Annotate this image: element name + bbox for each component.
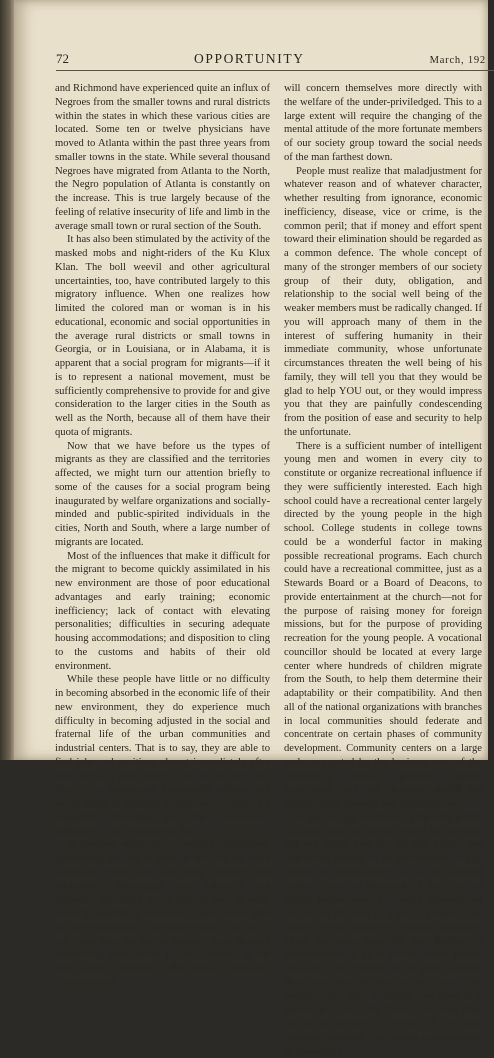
issue-date: March, 192 [429, 55, 486, 66]
paragraph: People must realize that maladjustment for whatever reason and of whatever character, whether resulting from ignorance, economic inefficiency, disease, vice or crime, is the common peril; that if money and effort spent toward their elimination should be regarded as a common defence. The whole concept of many of the stronger members of our society group of their duty, obligation, and relationship to the social well being of the weaker members must be radically changed. If you will approach many of them in the interest of suffering humanity in their immediate community, whose unfortunate circumstances threaten the well being of his family, they will tell you that they would be glad to help YOU out, or they would impress you that they are painfully condescending from the position of ease and security to help the unfortunate. [284, 165, 482, 438]
right-column [284, 82, 482, 1057]
left-column [55, 82, 270, 990]
running-title: OPPORTUNITY [194, 51, 305, 66]
paragraph: There is a sufficient number of intelligent young men and women in every city to constitute or organize recreational influence if they were sufficiently interested. Each high school could have a recreational center largely directed by the young people in the high school. College students in college towns could be a wonderful factor in making possible recreational programs. Each church could have a recreational committee, just as a Stewards Board or a Board of Deacons, to provide entertainment at the church—not for the purpose of raising money for foreign missions, but for the purpose of providing recreation for the young people. A vocational councillor should be located at every large center where hundreds of children migrate from the South, to help them determine their adaptability or their compatibility. And then all of the national organizations with branches in local communities should federate and concentrate on certain phases of community development. Community centers on a large scale, supported by the business men of the community, should provide capable supervisors, and the churches should get together their finances and employ nurses. [284, 440, 482, 809]
header-rule [56, 70, 494, 71]
paragraph: While these people have little or no difficulty in becoming absorbed in the economic life of their new environment, they do experience much difficulty in becoming adjusted in the social and fraternal life of the urban communities and industrial centers. That is to say, they are able to find jobs and positions almost immediately after they arrive, if they desire to do so; but they may live in the community indefinitely without any social status or fraternal recognition in terms of a congenial fellowship with the constructive influences in the community life. [55, 674, 270, 837]
page-number: 72 [56, 51, 69, 66]
paragraph: Most of the influences that make it difficult for the migrant to become quickly assimilated in his new environment are those of poor educational advantages and early training; economic inefficiency; lack of contact with elevating personalities; difficulties in securing adequate housing accommodations; and disposition to cling to the customs and habits of their old environment. [55, 550, 270, 672]
paragraph: will concern themselves more directly with the welfare of the under-priviledged. This to a large extent will require the changing of the mental attitude of the more fortunate members of our society group toward the social needs of the man farthest down. [284, 83, 482, 163]
paragraph: Now that we have before us the types of migrants as they are classified and the territories affected, we might turn our attention briefly to some of the causes for a social program being inaugurated by welfare organizations and socially-minded and public-spirited individuals in the cities, North and South, where a large number of migrants are located. [55, 440, 270, 548]
paragraph: A program adequately providing recreational opportunity for the migrant as well as for other safeguards, health and well being, together with educational advantages and industrial and economic efficiency would require more of what is being regarded as community organization than has been attempted in any large measure in any of our cities thus far. Social workers must develop community organization in their sections, to the point where a majority of the people of fortunate circumstances [55, 839, 270, 988]
paragraph: and Richmond have experienced quite an influx of Negroes from the smaller towns and rural districts within the states in which these various cities are located. Some ten or twelve physicians have moved to Atlanta within the past three years from smaller towns in the state. While several thousand Negroes have migrated from Atlanta to the North, the Negro population of Atlanta is constantly on the increase. This is true largely because of the feeling of relative insecurity of life and limb in the average small town or rural section of the South. [55, 83, 270, 232]
running-header [56, 51, 486, 69]
paragraph: It has also been stimulated by the activity of the masked mobs and night-riders of the Ku Klux Klan. The boll weevil and other agricultural uncertainties, too, have contributed largely to this migratory influence. When one realizes how limited the colored man or woman is in his educational, economic and social opportunities in the average rural districts or small towns in Georgia, or in Louisiana, or in Alabama, it is apparent that a social program for migrants—if it is to represent a national movement, must be sufficiently comprehensive to provide for and give consideration to the larger cities in the South as well as the North, because all of them have their quota of migrants. [55, 234, 270, 438]
paragraph: In the average southern city the only public building, save the church, where the working girl and young men too, for that matter, can find social contact in an environment of any degree of respectability is at the railroad station. There are thousands of this class of young people who are being demoralized because of the lack of a social program that would provide them with healthy recreation. There are those who feel too humble in circumstances to go to church. Many people who send their children to the public schools do not send their children or carry them to the church. They have a feeling that there is a degree of pride in the church, resulting from the social position or prestige of the more fortunate members, that creates an atmosphere of aristocracy. [284, 811, 482, 1057]
